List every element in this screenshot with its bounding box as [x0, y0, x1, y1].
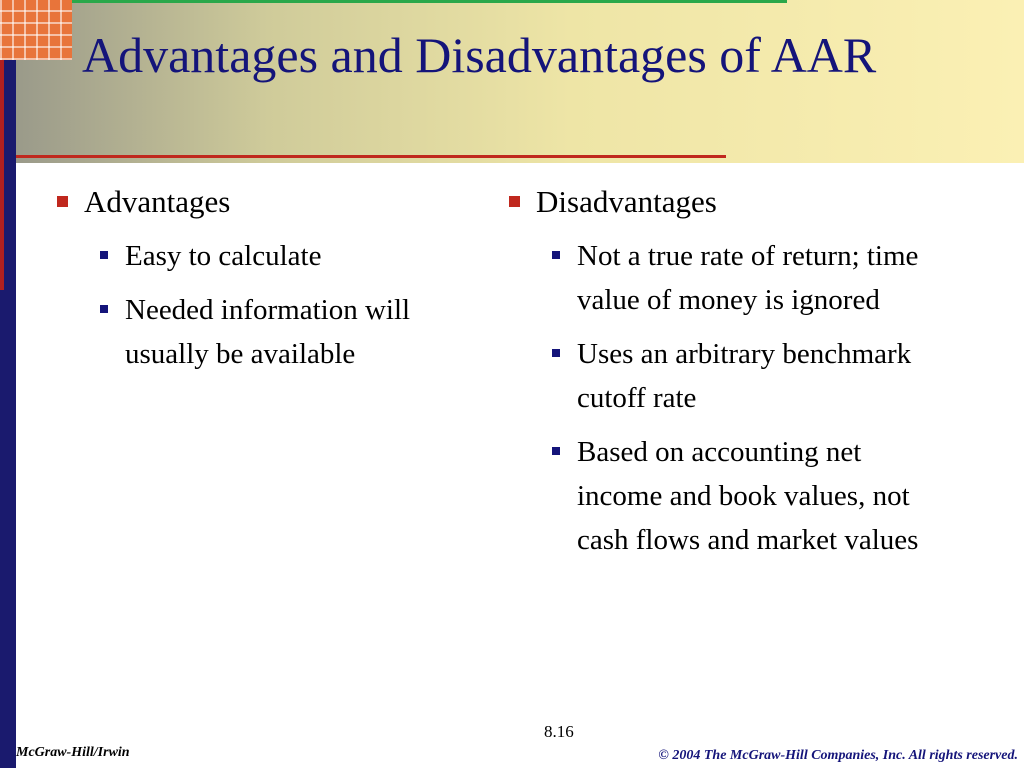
square-bullet-icon — [57, 196, 68, 207]
list-item-text: Easy to calculate — [125, 240, 322, 272]
list-item-text: Based on accounting net income and book values, not cash flows and market values — [577, 436, 919, 556]
list-item-text: Not a true rate of return; time value of money is ignored — [577, 240, 919, 316]
list-item — [506, 430, 926, 562]
list-item — [54, 288, 454, 376]
list-item-text: Needed information will usually be available — [125, 294, 411, 370]
page-number: 8.16 — [544, 722, 574, 741]
square-bullet-icon — [552, 349, 560, 357]
advantages-heading-text: Advantages — [84, 184, 231, 219]
list-item — [506, 234, 926, 322]
title-underline — [16, 155, 726, 158]
square-bullet-icon — [552, 251, 560, 259]
advantages-column — [54, 182, 454, 386]
list-item — [506, 332, 926, 420]
list-item-text: Uses an arbitrary benchmark cutoff rate — [577, 338, 912, 414]
advantages-heading — [54, 182, 454, 222]
disadvantages-heading-text: Disadvantages — [536, 184, 717, 219]
disadvantages-heading — [506, 182, 926, 222]
square-bullet-icon — [509, 196, 520, 207]
square-bullet-icon — [100, 251, 108, 259]
checker-logo-icon — [0, 0, 72, 60]
list-item — [54, 234, 454, 278]
square-bullet-icon — [100, 305, 108, 313]
disadvantages-column — [506, 182, 926, 572]
slide-title: Advantages and Disadvantages of AAR — [82, 27, 877, 83]
top-accent-line — [72, 0, 787, 3]
copyright-notice: © 2004 The McGraw-Hill Companies, Inc. All rights reserved. — [658, 748, 1018, 763]
left-sidebar-accent — [0, 40, 4, 290]
square-bullet-icon — [552, 447, 560, 455]
publisher-label: McGraw-Hill/Irwin — [16, 745, 130, 760]
